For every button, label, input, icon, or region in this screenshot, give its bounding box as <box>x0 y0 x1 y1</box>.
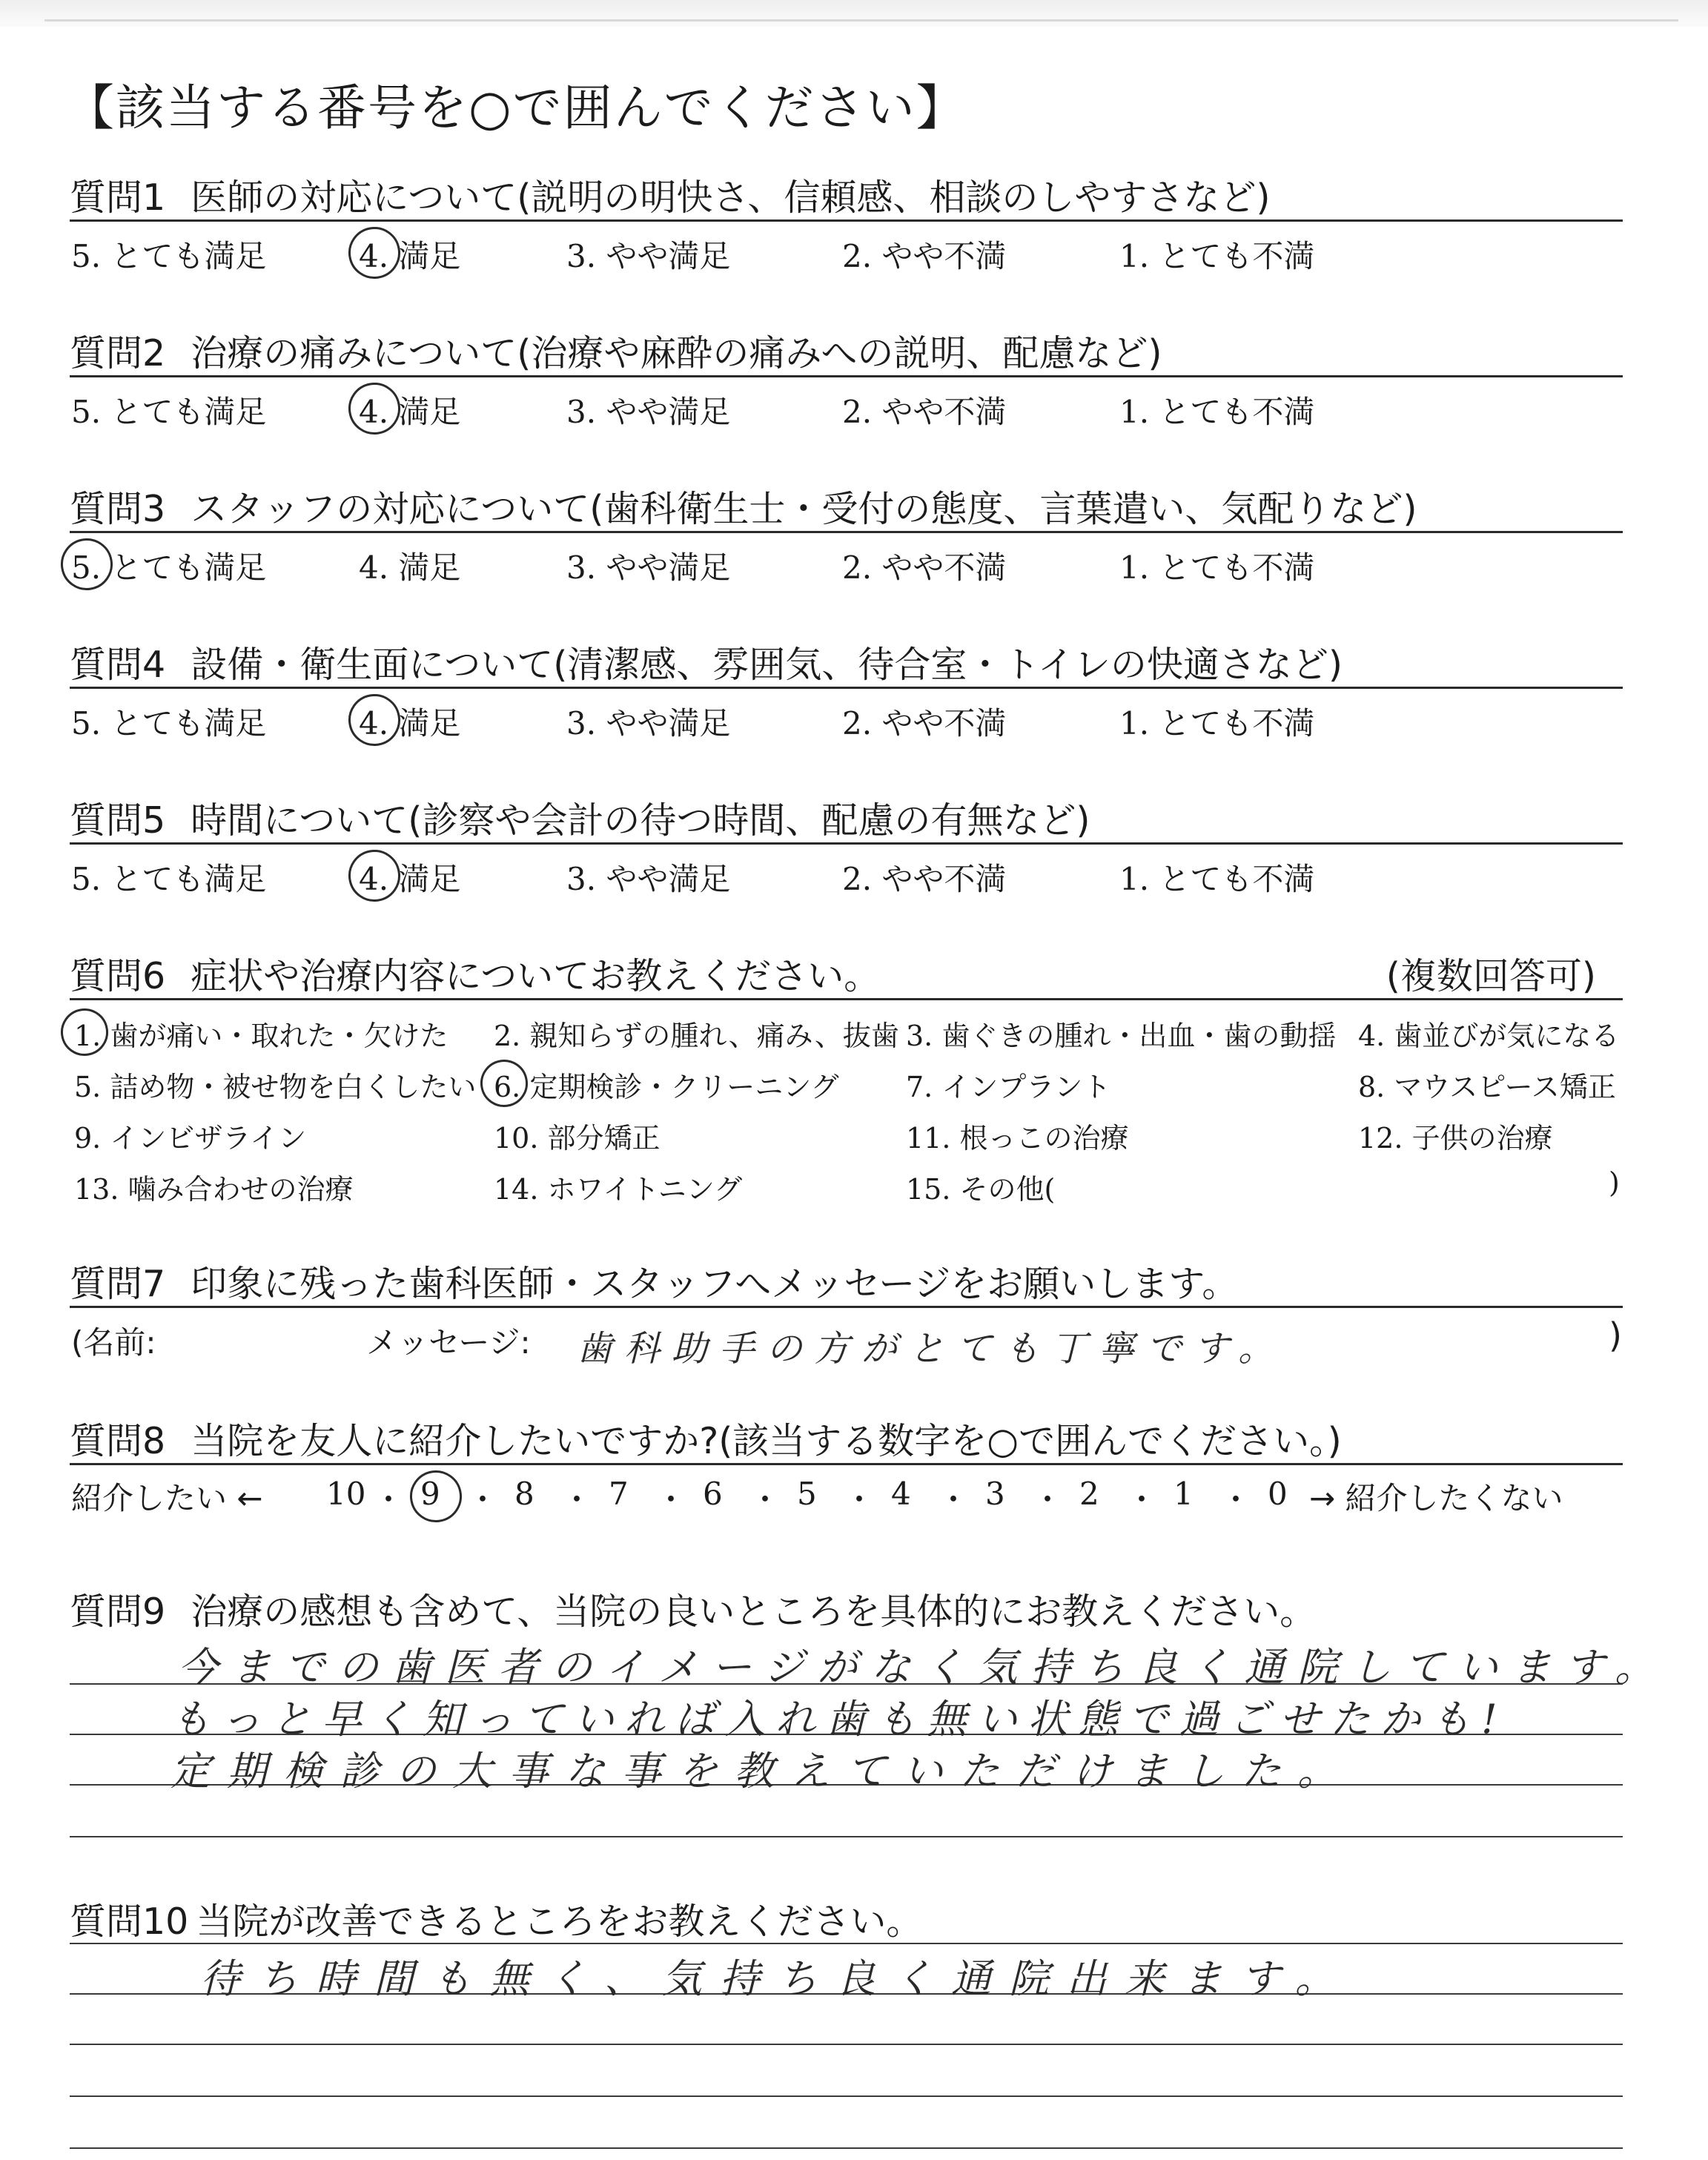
form-instruction: 【該当する番号を○で囲んでください】 <box>65 79 967 136</box>
q3-option-5[interactable] <box>71 544 266 588</box>
question-rule <box>70 219 1623 222</box>
writing-line <box>70 2147 1623 2149</box>
q5-option-5[interactable]: 5. とても満足 <box>71 861 267 897</box>
q4-option-3[interactable]: 3. やや満足 <box>566 705 731 742</box>
question-number: 質問7 <box>70 1263 166 1305</box>
q6-option-7[interactable]: 7. インプラント <box>906 1071 1111 1103</box>
selection-circle: 5. とても満足 <box>71 544 266 588</box>
q6-option-6[interactable] <box>494 1064 839 1105</box>
question-5 <box>70 792 1623 859</box>
question-text: 医師の対応について(説明の明快さ、信頼感、相談のしやすさなど) <box>191 176 1271 219</box>
question-number: 質問2 <box>70 332 166 374</box>
question-text: 当院を友人に紹介したいですか?(該当する数字を○で囲んでください。) <box>191 1420 1342 1462</box>
writing-line <box>70 2044 1623 2045</box>
question-text: 時間について(診察や会計の待つ時間、配慮の有無など) <box>191 799 1090 842</box>
question-text: 設備・衛生面について(清潔感、雰囲気、待合室・トイレの快適さなど) <box>191 644 1343 686</box>
question-text: 症状や治療内容についてお教えください。 <box>191 955 881 997</box>
question-8 <box>70 1413 1623 1479</box>
q5-option-1[interactable]: 1. とても不満 <box>1119 861 1315 897</box>
scale-value-7[interactable] <box>609 1476 629 1512</box>
question-6 <box>70 948 1623 1014</box>
message-label: メッセージ: <box>366 1324 531 1361</box>
question-text: 治療の痛みについて(治療や麻酔の痛みへの説明、配慮など) <box>191 332 1162 374</box>
question-text: 印象に残った歯科医師・スタッフへメッセージをお願いします。 <box>191 1263 1239 1305</box>
q6-option-5[interactable]: 5. 詰め物・被せ物を白くしたい <box>74 1071 477 1103</box>
scale-number: 7 <box>609 1476 629 1512</box>
scale-number: 8 <box>514 1476 534 1512</box>
q2-option-5[interactable]: 5. とても満足 <box>71 394 267 430</box>
recommend-right-label: → 紹介したくない <box>1309 1480 1563 1516</box>
question-number: 質問9 <box>70 1591 166 1633</box>
question-3 <box>70 480 1623 547</box>
q1-option-2[interactable]: 2. やや不満 <box>842 238 1007 274</box>
q4-option-5[interactable]: 5. とても満足 <box>71 705 267 742</box>
scale-number: 1 <box>1174 1476 1194 1512</box>
scale-separator-dot: ・ <box>655 1482 687 1518</box>
question-7 <box>70 1255 1623 1322</box>
question-rule <box>70 375 1623 377</box>
question-rule <box>70 1306 1623 1308</box>
scale-value-10[interactable] <box>326 1476 365 1512</box>
scale-value-4[interactable] <box>891 1476 911 1512</box>
scale-number: 5 <box>797 1476 817 1512</box>
q3-option-2[interactable]: 2. やや不満 <box>842 549 1007 586</box>
selection-circle: 1. 歯が痛い・取れた・欠けた <box>74 1013 448 1054</box>
q2-option-2[interactable]: 2. やや不満 <box>842 394 1007 430</box>
scale-separator-dot: ・ <box>1032 1482 1064 1518</box>
question-number: 質問4 <box>70 644 166 686</box>
scale-number: 10 <box>326 1476 366 1512</box>
scale-number: 0 <box>1268 1476 1288 1512</box>
q5-option-4[interactable] <box>359 855 460 899</box>
selection-circle: 4. 満足 <box>359 232 460 277</box>
handwritten-message: 歯科助手の方がとても丁寧です。 <box>577 1328 1286 1370</box>
q6-option-2[interactable]: 2. 親知らずの腫れ、痛み、抜歯 <box>494 1020 899 1052</box>
handwritten-answer-line: 定期検診の大事な事を教えていただけました。 <box>171 1748 1354 1794</box>
scale-value-3[interactable] <box>985 1476 1005 1512</box>
q2-option-4[interactable] <box>359 388 460 432</box>
q6-option-4[interactable]: 4. 歯並びが気になる <box>1358 1020 1620 1052</box>
q2-option-3[interactable]: 3. やや満足 <box>566 394 731 430</box>
scale-value-6[interactable] <box>703 1476 723 1512</box>
selection-circle: 6. 定期検診・クリーニング <box>494 1064 839 1105</box>
question-text: 治療の感想も含めて、当院の良いところを具体的にお教えください。 <box>191 1591 1317 1633</box>
scale-number: 2 <box>1079 1476 1099 1512</box>
scale-value-1[interactable] <box>1174 1476 1194 1512</box>
recommend-left-label: 紹介したい ← <box>71 1480 263 1516</box>
selection-circle: 4. 満足 <box>359 699 460 744</box>
question-1 <box>70 169 1623 236</box>
scale-separator-dot: ・ <box>373 1482 405 1518</box>
q6-option-10[interactable]: 10. 部分矯正 <box>494 1122 661 1155</box>
selection-circle: 4. 満足 <box>359 388 460 432</box>
question-number: 質問5 <box>70 799 166 842</box>
q6-option-11[interactable]: 11. 根っこの治療 <box>906 1122 1129 1155</box>
q2-option-1[interactable]: 1. とても不満 <box>1119 394 1315 430</box>
q4-option-1[interactable]: 1. とても不満 <box>1119 705 1315 742</box>
question-rule <box>70 998 1623 1000</box>
scale-number: 3 <box>985 1476 1005 1512</box>
scale-number: 4 <box>891 1476 911 1512</box>
writing-line <box>70 1836 1623 1837</box>
scale-number: 9 <box>420 1476 440 1512</box>
question-number: 質問1 <box>70 176 166 219</box>
q6-option-3[interactable]: 3. 歯ぐきの腫れ・出血・歯の動揺 <box>906 1020 1337 1052</box>
scale-separator-dot: ・ <box>561 1482 593 1518</box>
q3-option-3[interactable]: 3. やや満足 <box>566 549 731 586</box>
question-rule <box>70 1463 1623 1465</box>
q6-option-1[interactable] <box>74 1013 448 1054</box>
name-label: (名前: <box>71 1324 156 1361</box>
q1-option-1[interactable]: 1. とても不満 <box>1119 238 1315 274</box>
multiple-answers-note: (複数回答可) <box>1386 955 1596 997</box>
scale-value-5[interactable] <box>797 1476 817 1512</box>
q5-option-2[interactable]: 2. やや不満 <box>842 861 1007 897</box>
q4-option-2[interactable]: 2. やや不満 <box>842 705 1007 742</box>
message-close-paren: ) <box>1609 1315 1622 1355</box>
q6-option-15[interactable]: 15. その他( <box>906 1173 1056 1206</box>
scale-separator-dot: ・ <box>749 1482 781 1518</box>
scale-number: 6 <box>703 1476 723 1512</box>
q1-option-4[interactable] <box>359 232 460 277</box>
question-number: 質問3 <box>70 488 166 530</box>
q4-option-4[interactable] <box>359 699 460 744</box>
question-2 <box>70 325 1623 392</box>
q6-option-14[interactable]: 14. ホワイトニング <box>494 1173 743 1206</box>
q1-option-5[interactable]: 5. とても満足 <box>71 238 267 274</box>
handwritten-answer-line: 今までの歯医者のイメージがなく気持ち良く通院しています。 <box>178 1644 1669 1691</box>
writing-line <box>70 2095 1623 2097</box>
question-rule <box>70 687 1623 689</box>
q6-other-close-paren: ) <box>1609 1166 1620 1199</box>
scale-value-0[interactable] <box>1268 1476 1288 1512</box>
scale-separator-dot: ・ <box>467 1482 499 1518</box>
q3-option-1[interactable]: 1. とても不満 <box>1119 549 1315 586</box>
scale-value-2[interactable] <box>1079 1476 1099 1512</box>
q6-option-12[interactable]: 12. 子供の治療 <box>1358 1122 1553 1155</box>
q5-option-3[interactable]: 3. やや満足 <box>566 861 731 897</box>
scale-separator-dot: ・ <box>1126 1482 1158 1518</box>
handwritten-answer-line: 待ち時間も無く、気持ち良く通院出来ます。 <box>200 1955 1353 2002</box>
handwritten-answer-line: もっと早く知っていれば入れ歯も無い状態で過ごせたかも! <box>171 1696 1508 1743</box>
scale-separator-dot: ・ <box>1220 1482 1252 1518</box>
q6-option-13[interactable]: 13. 噛み合わせの治療 <box>74 1173 354 1206</box>
q6-option-8[interactable]: 8. マウスピース矯正 <box>1358 1071 1616 1103</box>
question-text: スタッフの対応について(歯科衛生士・受付の態度、言葉遣い、気配りなど) <box>191 488 1417 530</box>
question-text: 当院が改善できるところをお教えください。 <box>196 1900 923 1943</box>
question-number: 質問6 <box>70 955 166 997</box>
question-number: 質問8 <box>70 1420 166 1462</box>
question-4 <box>70 636 1623 703</box>
scan-top-edge <box>0 0 1708 27</box>
selection-circle: 4. 満足 <box>359 855 460 899</box>
scale-separator-dot: ・ <box>844 1482 875 1518</box>
writing-line <box>70 1943 1623 1944</box>
q3-option-4[interactable]: 4. 満足 <box>359 549 461 586</box>
q6-option-9[interactable]: 9. インビザライン <box>74 1122 307 1155</box>
question-rule <box>70 531 1623 533</box>
scale-separator-dot: ・ <box>938 1482 970 1518</box>
scale-value-8[interactable] <box>514 1476 534 1512</box>
q1-option-3[interactable]: 3. やや満足 <box>566 238 731 274</box>
question-number: 質問10 <box>70 1900 189 1943</box>
scale-value-9[interactable] <box>420 1476 440 1512</box>
question-rule <box>70 842 1623 845</box>
